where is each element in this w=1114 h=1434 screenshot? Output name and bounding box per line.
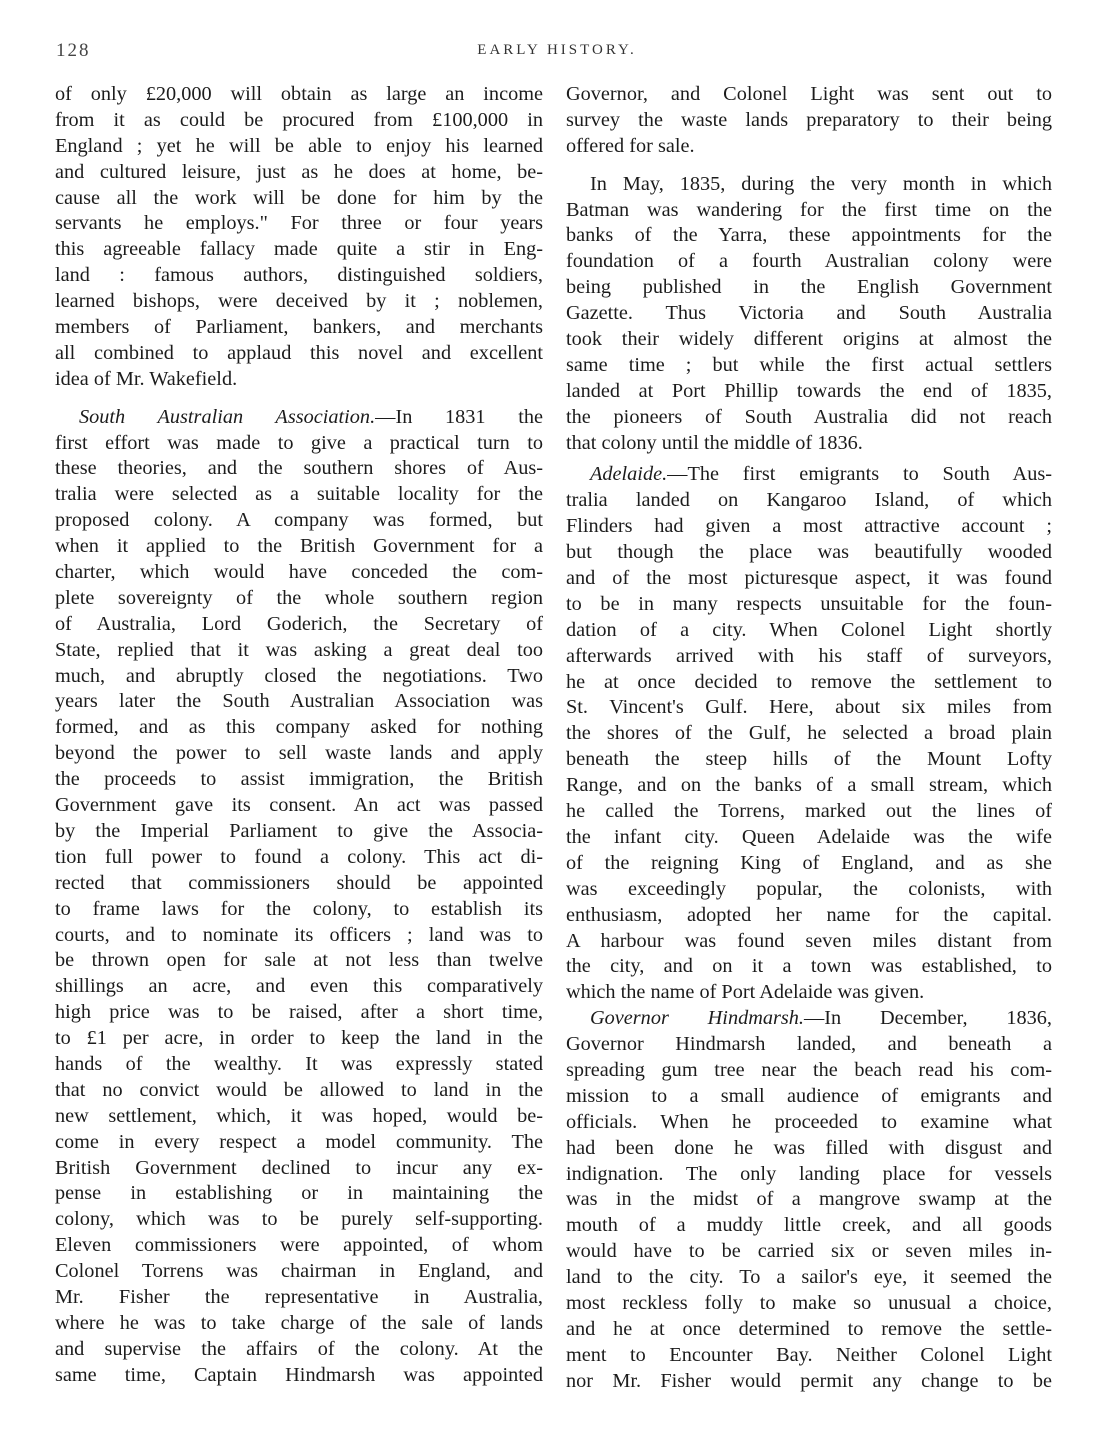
text-line: indignation. The only landing place for vessels <box>566 1162 1052 1185</box>
text-line: hands of the wealthy. It was expressly stated <box>55 1052 543 1075</box>
text-line: Range, and on the banks of a small stream, which <box>566 774 1052 797</box>
text-line: Gazette. Thus Victoria and South Australia <box>566 302 1052 325</box>
text-line: British Government declined to incur any ex- <box>55 1156 543 1179</box>
text-line: which the name of Port Adelaide was given. <box>566 981 925 1004</box>
text-line: Mr. Fisher the representative in Australia, <box>55 1285 543 1308</box>
text-line: spreading gum tree near the beach read his com- <box>566 1058 1052 1081</box>
text-line: plete sovereignty of the whole southern region <box>55 586 543 609</box>
text-line: afterwards arrived with his staff of surveyors, <box>566 644 1052 667</box>
text-line: same time, Captain Hindmarsh was appointed <box>55 1363 543 1386</box>
text-line: banks of the Yarra, these appointments for the <box>566 224 1052 247</box>
paragraph-adelaide <box>566 488 1052 1006</box>
text-line: to £1 per acre, in order to keep the land in the <box>55 1027 543 1050</box>
text-line: Governor Hindmarsh landed, and beneath a <box>566 1033 1052 1056</box>
text-line: when it applied to the British Government for a <box>55 535 543 558</box>
text-line: the pioneers of South Australia did not reach <box>566 405 1052 428</box>
text-line: In May, 1835, during the very month in which <box>590 172 1052 195</box>
text-line: he at once decided to remove the settlement to <box>566 670 1052 693</box>
text-line: to frame laws for the colony, to establish its <box>55 897 543 920</box>
text-line: all combined to applaud this novel and excellent <box>55 341 543 364</box>
text-line: to be in many respects unsuitable for the foun- <box>566 592 1052 615</box>
text-line: was in the midst of a mangrove swamp at the <box>566 1188 1052 1211</box>
text-line: was exceedingly popular, the colonists, with <box>566 877 1052 900</box>
text-line: land to the city. To a sailor's eye, it seemed the <box>566 1266 1052 1289</box>
page-number: 128 <box>56 40 91 61</box>
text-line: that no convict would be allowed to land in the <box>55 1078 543 1101</box>
text-line: beneath the steep hills of the Mount Lofty <box>566 748 1052 771</box>
text-line: tralia were selected as a suitable locality for the <box>55 483 543 506</box>
text-line: and he at once determined to remove the settle- <box>566 1317 1052 1340</box>
text-line: colony, which was to be purely self-supporting. <box>55 1208 543 1231</box>
text-line: pense in establishing or in maintaining the <box>55 1182 543 1205</box>
text-line: foundation of a fourth Australian colony were <box>566 250 1052 273</box>
text-line: the shores of the Gulf, he selected a broad plain <box>566 722 1052 745</box>
text-line: Colonel Torrens was chairman in England, and <box>55 1260 543 1283</box>
text-line: where he was to take charge of the sale of lands <box>55 1311 543 1334</box>
text-line: offered for sale. <box>566 134 695 157</box>
heading-line-rest: —The first emigrants to South Aus- <box>667 463 1052 486</box>
text-line: first effort was made to give a practical turn to <box>55 431 543 454</box>
text-line: members of Parliament, bankers, and merchants <box>55 316 543 339</box>
text-line: tralia landed on Kangaroo Island, of which <box>566 489 1052 512</box>
text-line: charter, which would have conceded the com- <box>55 561 543 584</box>
text-line: idea of Mr. Wakefield. <box>55 367 238 390</box>
text-line: courts, and to nominate its officers ; land was to <box>55 923 543 946</box>
heading-line-south-australian-association <box>55 405 543 431</box>
text-line: by the Imperial Parliament to give the Associa- <box>55 819 543 842</box>
section-heading-south-australian-association: South Australian Association. <box>79 405 376 428</box>
text-line: would have to be carried six or seven miles in- <box>566 1240 1052 1263</box>
text-line: years later the South Australian Association was <box>55 690 543 713</box>
section-heading-governor-hindmarsh: Governor Hindmarsh. <box>590 1007 805 1030</box>
text-line: shillings an acre, and even this comparatively <box>55 975 543 998</box>
text-line: A harbour was found seven miles distant from <box>566 929 1052 952</box>
text-line: being published in the English Government <box>566 276 1052 299</box>
text-line: new settlement, which, it was hoped, would be- <box>55 1104 543 1127</box>
paragraph-governor-hindmarsh <box>566 1032 1052 1394</box>
paragraph-governor-light <box>566 82 1052 160</box>
text-line: learned bishops, were deceived by it ; noblemen, <box>55 290 543 313</box>
text-line: mouth of a muddy little creek, and all goods <box>566 1214 1052 1237</box>
text-line: much, and abruptly closed the negotiations. Two <box>55 664 543 687</box>
paragraph-south-australian-association <box>55 431 543 1389</box>
text-line: but though the place was beautifully wooded <box>566 541 1052 564</box>
text-line: Flinders had given a most attractive account ; <box>566 515 1052 538</box>
section-heading-adelaide: Adelaide. <box>590 463 668 486</box>
text-line: most reckless folly to make so unusual a choice, <box>566 1291 1052 1314</box>
text-line: tion full power to found a colony. This act di- <box>55 845 543 868</box>
text-line: these theories, and the southern shores of Aus- <box>55 457 543 480</box>
paragraph-wakefield <box>55 82 543 393</box>
text-line: rected that commissioners should be appointed <box>55 871 543 894</box>
text-line: formed, and as this company asked for nothing <box>55 716 543 739</box>
heading-line-rest: —In 1831 the <box>375 405 543 428</box>
text-line: enthusiasm, adopted her name for the capital. <box>566 903 1052 926</box>
text-line: had been done he was filled with disgust and <box>566 1136 1052 1159</box>
text-line: land : famous authors, distinguished soldiers, <box>55 264 543 287</box>
text-line: ment to Encounter Bay. Neither Colonel Light <box>566 1343 1052 1366</box>
heading-line-adelaide <box>566 462 1052 488</box>
text-line: from it as could be procured from £100,000 in <box>55 108 543 131</box>
text-line: dation of a city. When Colonel Light shortly <box>566 618 1052 641</box>
page-header <box>0 40 1114 70</box>
text-line: and cultured leisure, just as he does at home, be- <box>55 160 543 183</box>
text-line: servants he employs." For three or four years <box>55 212 543 235</box>
text-line: the city, and on it a town was established, to <box>566 955 1052 978</box>
heading-line-governor-hindmarsh <box>566 1006 1052 1032</box>
text-line: and of the most picturesque aspect, it was found <box>566 567 1052 590</box>
text-line: nor Mr. Fisher would permit any change to be <box>566 1369 1052 1392</box>
heading-line-rest: —In December, 1836, <box>804 1007 1053 1030</box>
text-line: come in every respect a model community. The <box>55 1130 543 1153</box>
running-head: EARLY HISTORY. <box>477 42 637 58</box>
text-line: Eleven commissioners were appointed, of whom <box>55 1234 543 1257</box>
text-line: State, replied that it was asking a great deal too <box>55 638 543 661</box>
text-line: of the reigning King of England, and as she <box>566 851 1052 874</box>
text-line: Government gave its consent. An act was passed <box>55 794 543 817</box>
paragraph-may-1835 <box>566 172 1052 457</box>
left-column <box>55 82 543 1389</box>
text-line: St. Vincent's Gulf. Here, about six miles from <box>566 696 1052 719</box>
text-line: that colony until the middle of 1836. <box>566 431 863 454</box>
text-line: Batman was wandering for the first time on the <box>566 198 1052 221</box>
text-line: landed at Port Phillip towards the end of 1835, <box>566 379 1052 402</box>
text-line: proposed colony. A company was formed, but <box>55 509 543 532</box>
text-line: survey the waste lands preparatory to their being <box>566 108 1052 131</box>
text-line: be thrown open for sale at not less than twelve <box>55 949 543 972</box>
text-line: high price was to be raised, after a short time, <box>55 1001 543 1024</box>
text-line: the proceeds to assist immigration, the British <box>55 768 543 791</box>
text-line: mission to a small audience of emigrants and <box>566 1084 1052 1107</box>
text-line: took their widely different origins at almost the <box>566 328 1052 351</box>
text-line: this agreeable fallacy made quite a stir in Eng- <box>55 238 543 261</box>
text-line: of only £20,000 will obtain as large an income <box>55 83 543 105</box>
text-line: beyond the power to sell waste lands and apply <box>55 742 543 765</box>
text-line: England ; yet he will be able to enjoy his learned <box>55 134 543 157</box>
text-line: same time ; but while the first actual settlers <box>566 353 1052 376</box>
text-line: and supervise the affairs of the colony. At the <box>55 1337 543 1360</box>
text-line: of Australia, Lord Goderich, the Secretary of <box>55 612 543 635</box>
text-line: officials. When he proceeded to examine what <box>566 1110 1052 1133</box>
right-column <box>566 82 1052 1395</box>
text-line: the infant city. Queen Adelaide was the wife <box>566 825 1052 848</box>
text-line: he called the Torrens, marked out the lines of <box>566 800 1052 823</box>
text-line: cause all the work will be done for him by the <box>55 186 543 209</box>
text-line: Governor, and Colonel Light was sent out to <box>566 83 1052 105</box>
